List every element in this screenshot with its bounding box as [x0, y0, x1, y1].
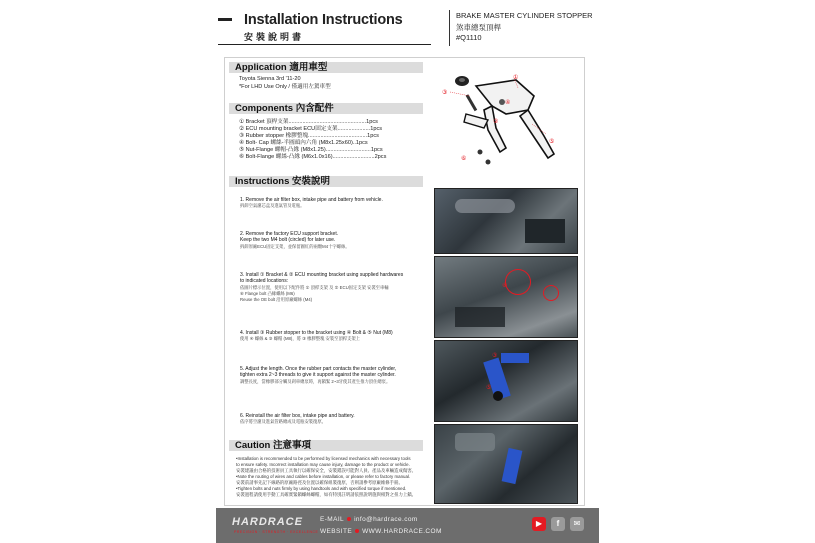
caution-line: 安裝過程請使用手動工具確實緊鎖螺絲螺帽，如有特別註明請依照說明施與相對之扭力上鎖。 — [236, 492, 417, 497]
caution-line: •Tighten bolts and nuts firmly by using handtools and with specified torque if mentioned. — [236, 486, 407, 491]
email-value[interactable]: info@hardrace.com — [354, 516, 418, 523]
caution-line: •Note the routing of wires and cables before installation, or please refer to factory manual. — [236, 474, 411, 479]
component-item: ⑤ Nut-Flange 螺帽-凸緣 (M8x1.25).............................1pcs — [239, 147, 383, 153]
page-title: Installation Instructions — [244, 12, 403, 28]
diagram-callout-4: ④ — [505, 100, 511, 106]
diagram-callout-2: ② — [493, 119, 499, 125]
step-text: 2. Remove the factory ECU support bracket. Keep the two M4 bolt (circled) for later use. — [240, 231, 339, 244]
diagram-callout-3: ③ — [442, 90, 448, 96]
step4-5-photo — [434, 340, 578, 422]
diagram-callout-1: ① — [513, 75, 519, 81]
hardrace-logo: HARDRACE — [232, 516, 303, 528]
bullet-icon — [355, 529, 359, 533]
facebook-icon[interactable]: f — [551, 517, 565, 531]
footer-website — [320, 528, 442, 535]
component-item: ③ Rubber stopper 橡膠整塊......................................1pcs — [239, 133, 379, 139]
component-item: ⑥ Bolt-Flange 螺絲-凸緣 (M6x1.0x16)...........................2pcs — [239, 154, 387, 160]
step-text: 4. Install ③ Rubber stopper to the bracket using ④ Bolt & ⑤ Nut (M8) — [240, 330, 393, 336]
application-note: *For LHD Use Only / 僅適用左駕車型 — [239, 84, 331, 90]
step2-3-photo — [434, 256, 578, 338]
instruction-step-4 — [240, 330, 430, 343]
step-text: 5. Adjust the length. Once the rubber part contacts the master cylinder, tighten extra 2~3 threads to give it support against the master cylinder. — [240, 366, 397, 379]
photo-callout: ⑥ — [502, 283, 508, 289]
application-heading: Application 適用車型 — [229, 62, 423, 73]
header-accent-rule — [218, 18, 232, 21]
part-number: #Q1110 — [456, 33, 482, 42]
wechat-icon[interactable]: ✉ — [570, 517, 584, 531]
step-text: 3. Install ① Bracket & ② ECU mounting bracket using supplied hardwares to indicated locations: — [240, 272, 404, 285]
instruction-step-1 — [240, 197, 430, 210]
caution-text — [236, 456, 432, 498]
components-list — [239, 119, 419, 161]
step-text-zh: 依序將空濾及進氣管路總成及電瓶安裝復原。 — [240, 419, 326, 425]
component-item: ① Bracket 頂桿支架..................................................1pcs — [239, 119, 378, 125]
instruction-step-3 — [240, 272, 430, 303]
component-item: ② ECU mounting bracket ECU固定支架.....................1pcs — [239, 126, 383, 132]
step6-photo — [434, 424, 578, 504]
step-text-zh: 使用 ④ 螺絲 & ⑤ 螺帽 (M8)，將 ③ 橡膠整塊 安裝至頂桿支架上 — [240, 336, 360, 342]
youtube-icon[interactable]: ▶ — [532, 517, 546, 531]
logo-tagline: PRECISION · STRENGTH · EXCELLENCE — [234, 530, 319, 534]
photo-callout: ③ — [492, 353, 498, 359]
diagram-callout-6: ⑥ — [461, 156, 467, 162]
instruction-step-6 — [240, 413, 430, 426]
website-label: WEBSITE — [320, 528, 353, 535]
email-label: E-MAIL — [320, 516, 345, 523]
diagram-callout-5: ⑤ — [549, 139, 555, 145]
caution-line: •Installation is recommended to be performed by licensed mechanics with necessary tools — [236, 456, 411, 461]
step-text-zh: 拆卸原廠ECU固定支架，並保留圖紅的兩顆M4十字螺絲。 — [240, 243, 350, 249]
step1-photo — [434, 188, 578, 254]
header-divider — [449, 10, 450, 46]
step-text-zh: 拆卸空氣濾芯盒及進氣管及電瓶。 — [240, 203, 305, 209]
step-text-zh: 依圖片標示位置，使用以下配件將 ① 頂桿支架 及 ② ECU固定支架 安裝至車輛 ⑥ Flange bolt 凸緣螺絲 (M6) Reuse the OE bolt 沿用原廠螺絲 (M4) — [240, 284, 389, 303]
product-name-zh: 煞車總泵頂桿 — [456, 23, 501, 32]
product-name: BRAKE MASTER CYLINDER STOPPER — [456, 11, 593, 20]
website-value[interactable]: WWW.HARDRACE.COM — [362, 528, 442, 535]
instructions-heading: Instructions 安裝說明 — [229, 176, 423, 187]
caution-line: 安裝前請事先記下線路的原廠路徑及位置以確保組裝復原，否則請參考原廠維修手冊。 — [236, 480, 403, 485]
caution-heading: Caution 注意事項 — [229, 440, 423, 451]
caution-line: 安裝建議由合格的技術員工具執行以確保安全，安裝錯誤可能對人員、產品及車輛造成傷害。 — [236, 468, 417, 473]
bullet-icon — [347, 517, 351, 521]
photo-callout: ⑤ — [486, 385, 492, 391]
step-text: 6. Reinstall the air filter box, intake pipe and battery. — [240, 413, 355, 419]
instruction-step-5 — [240, 366, 430, 385]
header-underline — [218, 44, 431, 45]
footer-email — [320, 516, 418, 523]
component-item: ④ Bolt- Cap 螺絲-半圓頭內六角 (M8x1.25x60)..1pcs — [239, 140, 368, 146]
step-text: 1. Remove the air filter box, intake pipe and battery from vehicle. — [240, 197, 383, 203]
components-heading: Components 內含配件 — [229, 103, 423, 114]
bracket-diagram — [436, 66, 576, 178]
application-vehicle: Toyota Sienna 3rd '11-20 — [239, 76, 301, 82]
instruction-step-2 — [240, 231, 430, 250]
step-text-zh: 調整長度，當橡膠部分觸及剎車總泵時，再鎖緊 2~3牙使其產生推力頂住總泵。 — [240, 378, 391, 384]
page-title-zh: 安裝說明書 — [244, 32, 305, 42]
caution-line: to ensure safety. Incorrect installation may cause injury, damage to the product or vehicle. — [236, 462, 410, 467]
